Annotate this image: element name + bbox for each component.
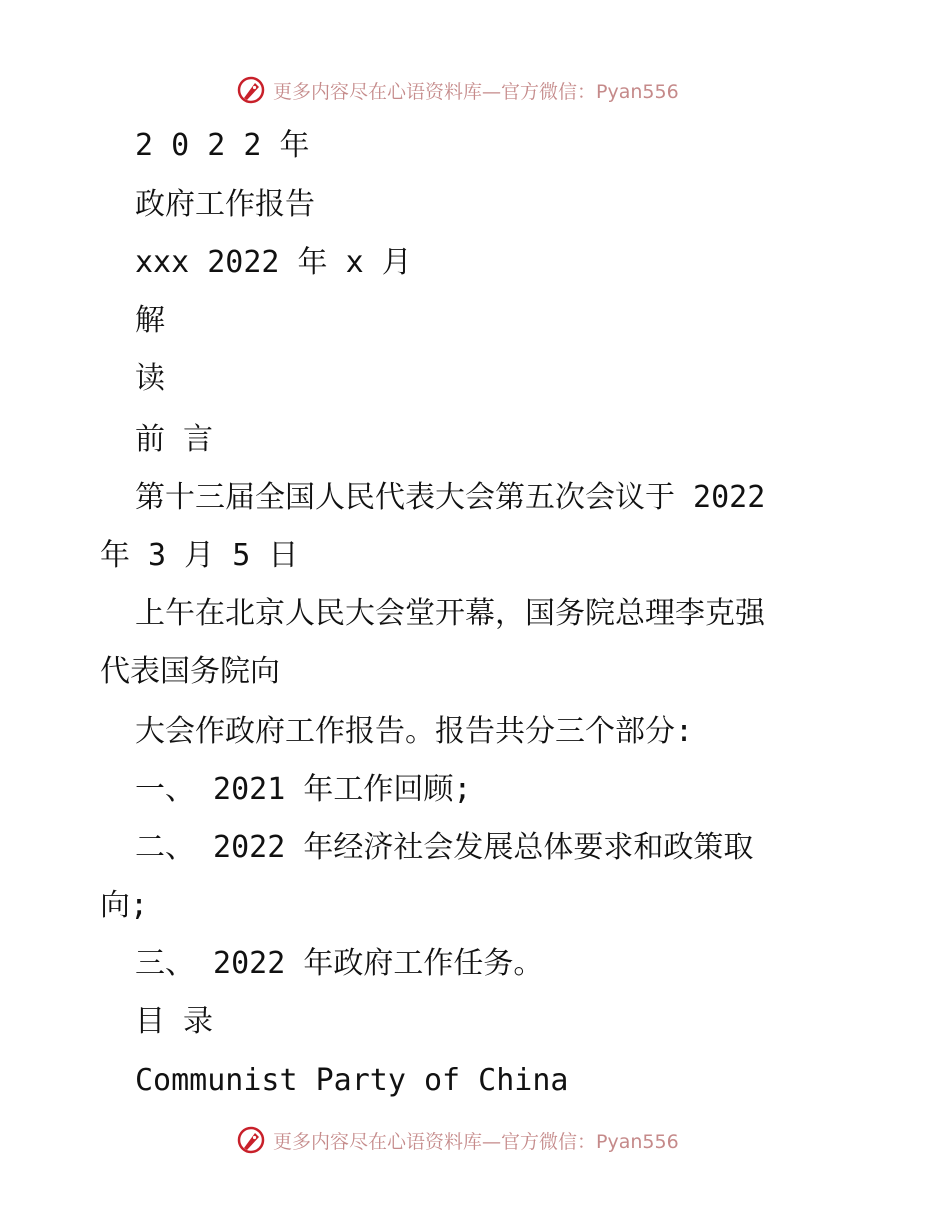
pen-nib-logo (235, 1124, 267, 1156)
doc-line-du: 读 (135, 361, 165, 396)
doc-paragraph-line: 第十三届全国人民代表大会第五次会议于 2022 (135, 480, 766, 515)
watermark-footer (235, 1122, 715, 1158)
watermark-text: 更多内容尽在心语资料库—官方微信：Pyan556 (273, 1130, 679, 1153)
doc-paragraph-line: 年 3 月 5 日 (100, 538, 299, 573)
doc-paragraph-line: 代表国务院向 (100, 654, 280, 689)
doc-line-year: 2 0 2 2 年 (135, 128, 310, 163)
doc-line-title: 政府工作报告 (135, 187, 315, 222)
watermark-handle: Pyan556 (596, 1130, 679, 1153)
doc-list-item-1: 一、 2021 年工作回顾; (135, 772, 472, 807)
watermark-header (235, 72, 715, 108)
doc-heading-contents: 目 录 (135, 1004, 214, 1039)
watermark-handle: Pyan556 (596, 80, 679, 103)
doc-list-item-2: 二、 2022 年经济社会发展总体要求和政策取 (135, 830, 754, 865)
doc-line-author-date: xxx 2022 年 x 月 (135, 245, 412, 280)
doc-line-cpc: Communist Party of China (135, 1063, 569, 1098)
doc-paragraph-line: 上午在北京人民大会堂开幕，国务院总理李克强 (135, 596, 765, 631)
doc-list-item-3: 三、 2022 年政府工作任务。 (135, 946, 544, 981)
doc-line-jie: 解 (135, 303, 165, 338)
watermark-text: 更多内容尽在心语资料库—官方微信：Pyan556 (273, 80, 679, 103)
doc-list-item-2-cont: 向; (100, 888, 149, 923)
pen-nib-logo (235, 74, 267, 106)
doc-heading-preface: 前 言 (135, 422, 214, 457)
doc-paragraph-line: 大会作政府工作报告。报告共分三个部分: (135, 714, 694, 749)
